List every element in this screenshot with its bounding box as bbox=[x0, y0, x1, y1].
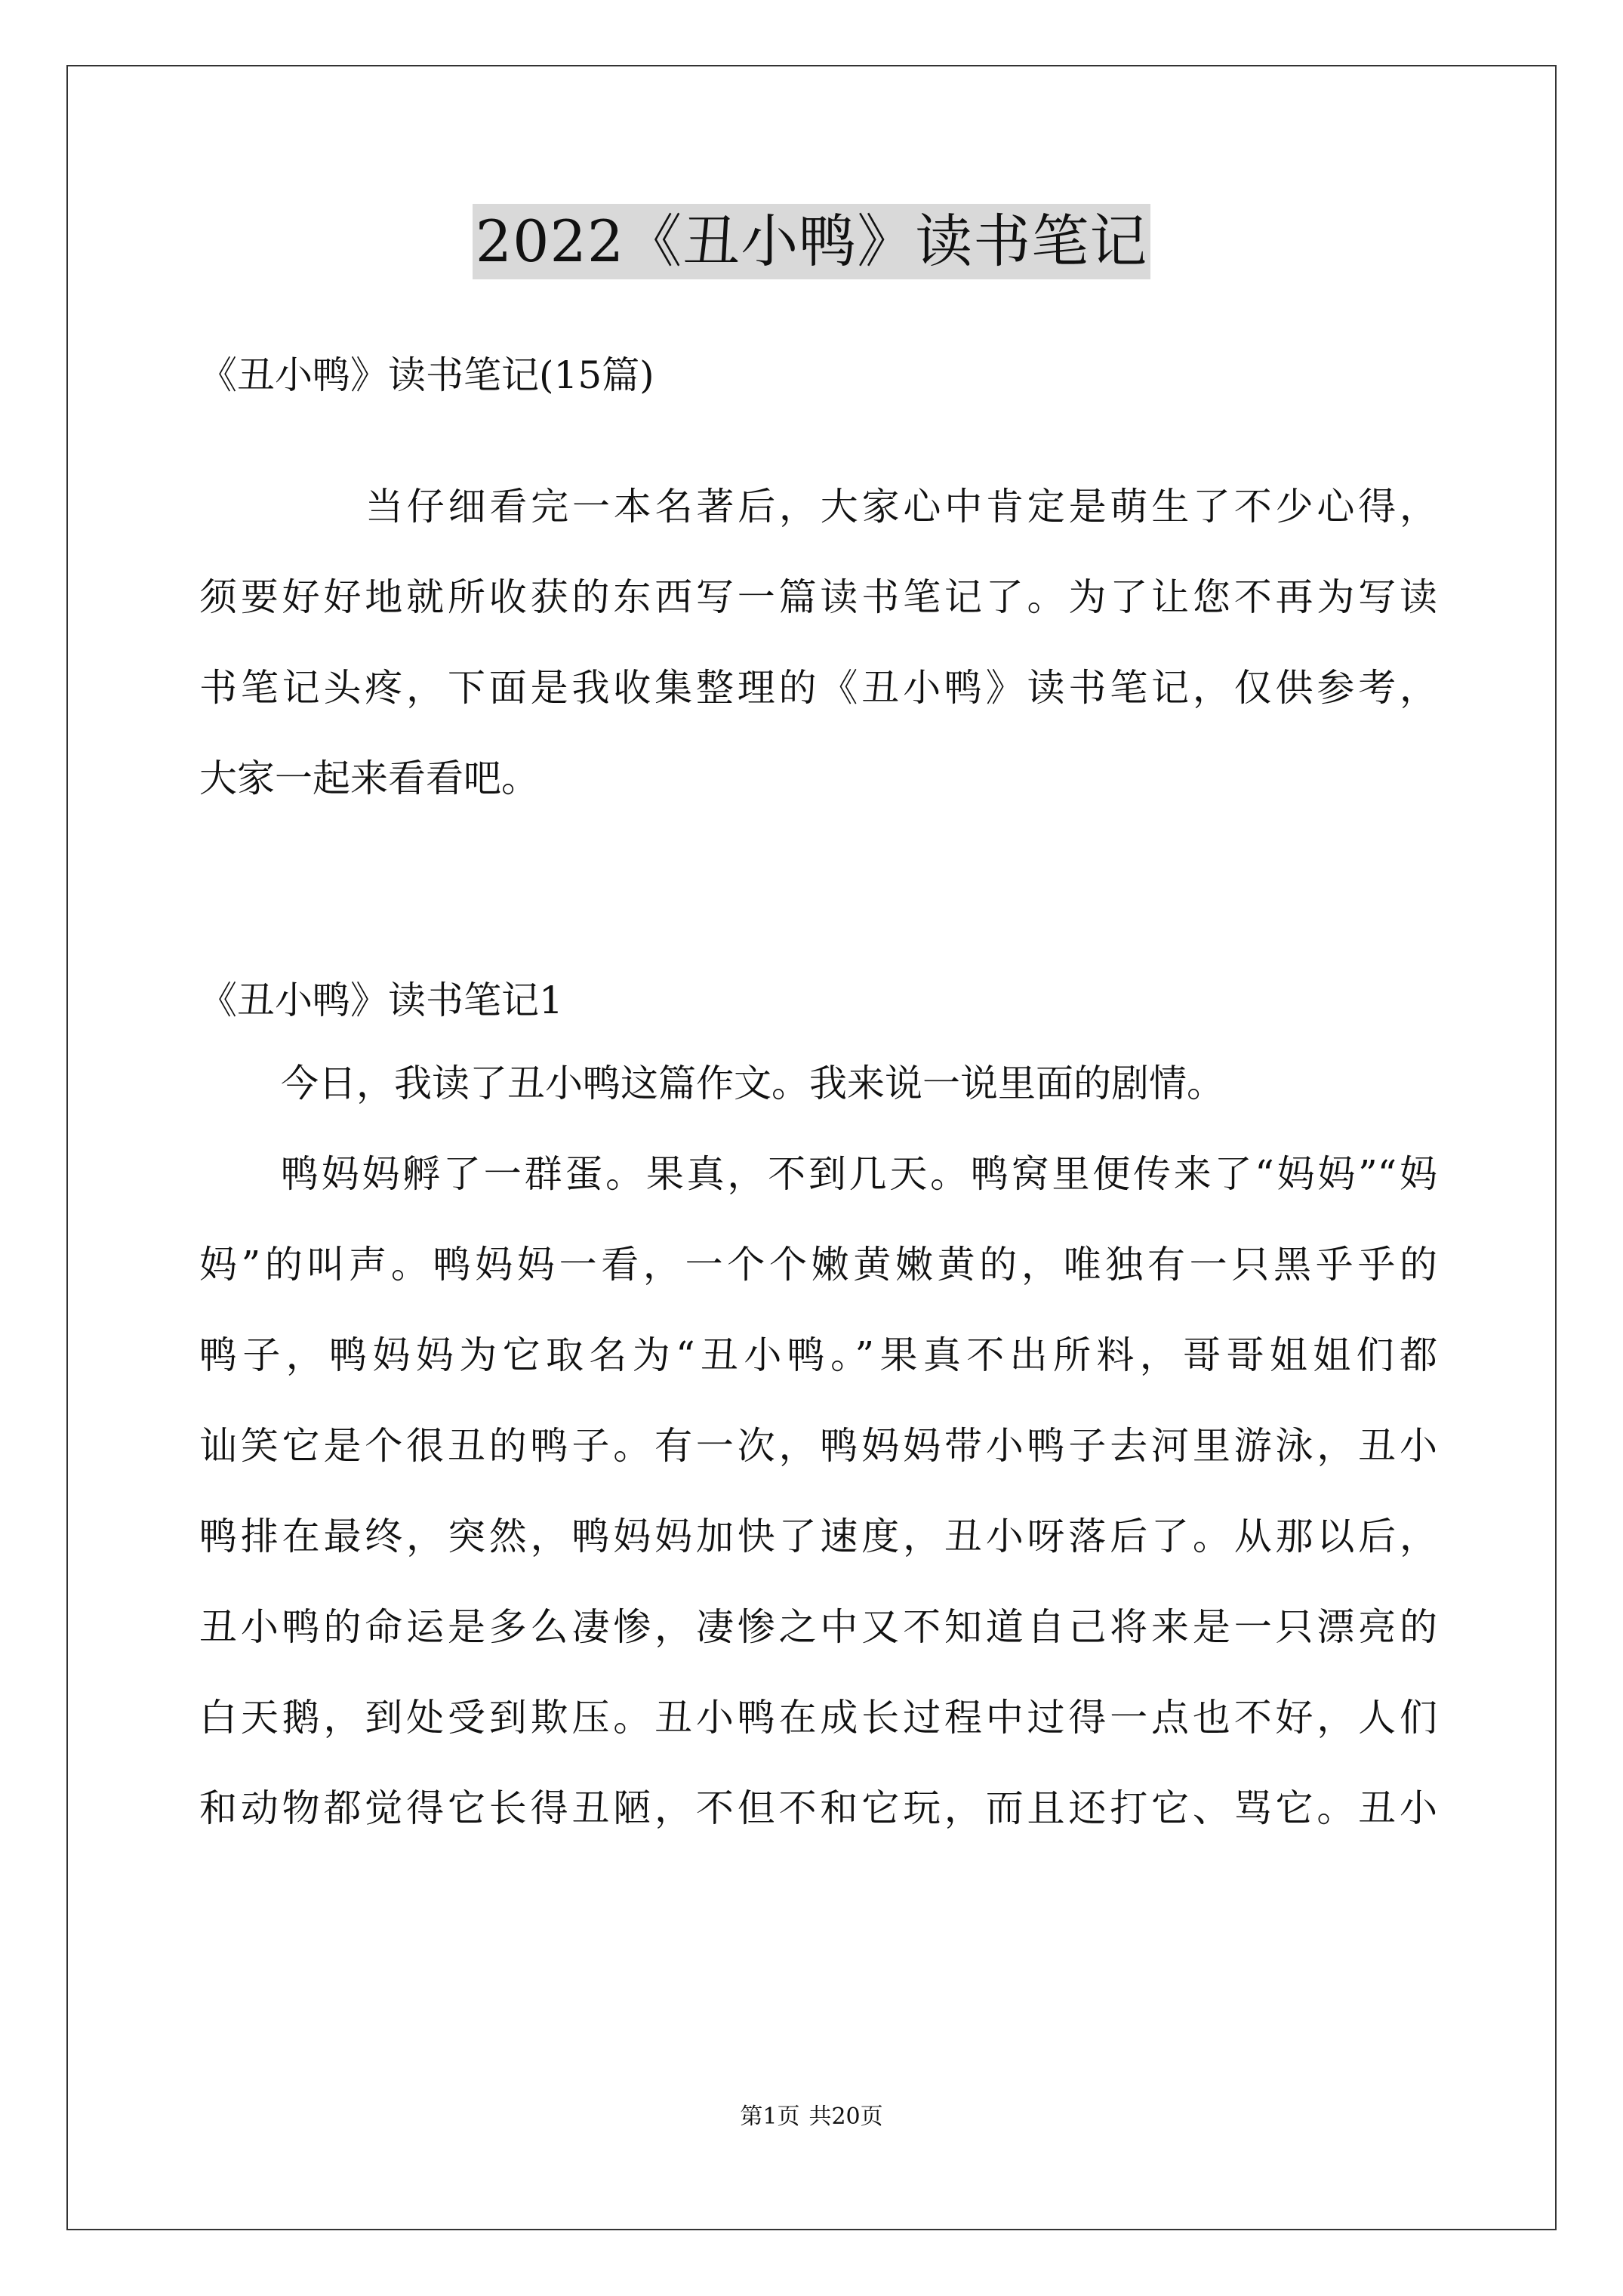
intro-line: 大家一起来看看吧。 bbox=[199, 757, 539, 800]
intro-line: 书笔记头疼，下面是我收集整理的《丑小鸭》读书笔记，仅供参考， bbox=[199, 666, 1437, 710]
page-total: 共20页 bbox=[808, 2103, 883, 2130]
paragraph-line: 白天鹅，到处受到欺压。丑小鸭在成长过程中过得一点也不好，人们 bbox=[199, 1696, 1437, 1740]
intro-line: 当仔细看完一本名著后，大家心中肯定是萌生了不少心得， bbox=[365, 485, 1437, 529]
paragraph-text: 今日，我读了丑小鸭这篇作文。我来说一说里面的剧情。 bbox=[281, 1062, 1224, 1105]
paragraph-line: 鸭排在最终，突然，鸭妈妈加快了速度，丑小呀落后了。从那以后， bbox=[199, 1515, 1437, 1558]
paragraph-line: 和动物都觉得它长得丑陋，不但不和它玩，而且还打它、骂它。丑小 bbox=[199, 1786, 1437, 1830]
page-number: 第1页 bbox=[740, 2103, 800, 2130]
paragraph-line: 鸭子，鸭妈妈为它取名为“丑小鸭。”果真不出所料，哥哥姐姐们都 bbox=[199, 1333, 1437, 1377]
intro-line: 须要好好地就所收获的东西写一篇读书笔记了。为了让您不再为写读 bbox=[199, 575, 1437, 619]
paragraph-line: 讪笑它是个很丑的鸭子。有一次，鸭妈妈带小鸭子去河里游泳，丑小 bbox=[199, 1424, 1437, 1468]
document-title-wrap bbox=[0, 204, 1623, 279]
paragraph-line: 妈”的叫声。鸭妈妈一看，一个个嫩黄嫩黄的，唯独有一只黑乎乎的 bbox=[199, 1243, 1437, 1287]
paragraph-line: 鸭妈妈孵了一群蛋。果真，不到几天。鸭窝里便传来了“妈妈”“妈 bbox=[281, 1152, 1437, 1196]
paragraph-line: 丑小鸭的命运是多么凄惨，凄惨之中又不知道自己将来是一只漂亮的 bbox=[199, 1605, 1437, 1649]
section-heading: 《丑小鸭》读书笔记1 bbox=[199, 978, 563, 1022]
page-footer bbox=[0, 2102, 1623, 2132]
document-title: 2022《丑小鸭》读书笔记 bbox=[473, 204, 1150, 279]
document-subtitle: 《丑小鸭》读书笔记(15篇) bbox=[199, 353, 654, 397]
